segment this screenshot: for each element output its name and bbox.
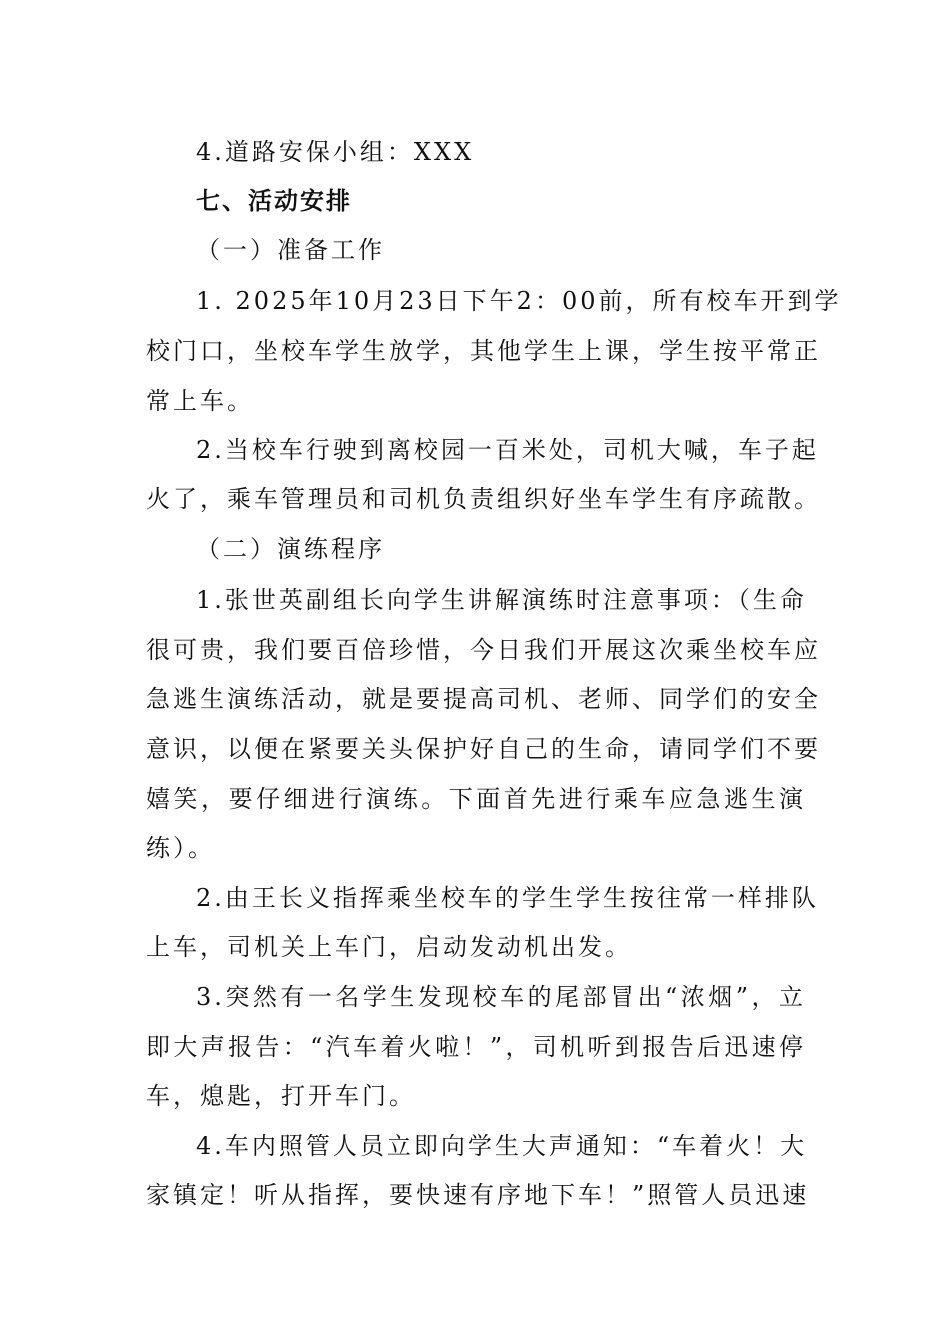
paragraph-line: 3.突然有一名学生发现校车的尾部冒出“浓烟”，立 <box>196 983 806 1011</box>
section-heading-activity-arrangement: 七、活动安排 <box>196 187 352 215</box>
paragraph-line: 练）。 <box>146 834 215 862</box>
road-security-group-line: 4.道路安保小组：XXX <box>196 138 475 166</box>
paragraph-line: 校门口，坐校车学生放学，其他学生上课，学生按平常正 <box>146 337 821 365</box>
subheading-drill-procedure: （二）演练程序 <box>196 535 385 563</box>
paragraph-line: 嬉笑，要仔细进行演练。下面首先进行乘车应急逃生演 <box>146 785 806 813</box>
paragraph-line: 2.当校车行驶到离校园一百米处，司机大喊，车子起 <box>196 436 819 464</box>
paragraph-line: 很可贵，我们要百倍珍惜，今日我们开展这次乘坐校车应 <box>146 636 821 664</box>
paragraph-line: 即大声报告：“汽车着火啦！”，司机听到报告后迅速停 <box>146 1033 806 1061</box>
paragraph-line: 2.由王长义指挥乘坐校车的学生学生按往常一样排队 <box>196 884 819 912</box>
paragraph-line: 家镇定！听从指挥，要快速有序地下车！”照管人员迅速 <box>146 1181 810 1209</box>
paragraph-line: 4.车内照管人员立即向学生大声通知：“车着火！大 <box>196 1132 808 1160</box>
paragraph-line: 1.张世英副组长向学生讲解演练时注意事项：（生命 <box>196 586 807 614</box>
paragraph-line: 车，熄匙，打开车门。 <box>146 1082 416 1110</box>
paragraph-line: 意识，以便在紧要关头保护好自己的生命，请同学们不要 <box>146 735 821 763</box>
subheading-preparation: （一）准备工作 <box>196 236 385 264</box>
paragraph-line: 上车，司机关上车门，启动发动机出发。 <box>146 933 632 961</box>
paragraph-line: 火了，乘车管理员和司机负责组织好坐车学生有序疏散。 <box>146 485 821 513</box>
paragraph-line: 急逃生演练活动，就是要提高司机、老师、同学们的安全 <box>146 685 821 713</box>
paragraph-line: 常上车。 <box>146 387 254 415</box>
paragraph-line: 1. 2025年10月23日下午2：00前，所有校车开到学 <box>196 287 842 315</box>
